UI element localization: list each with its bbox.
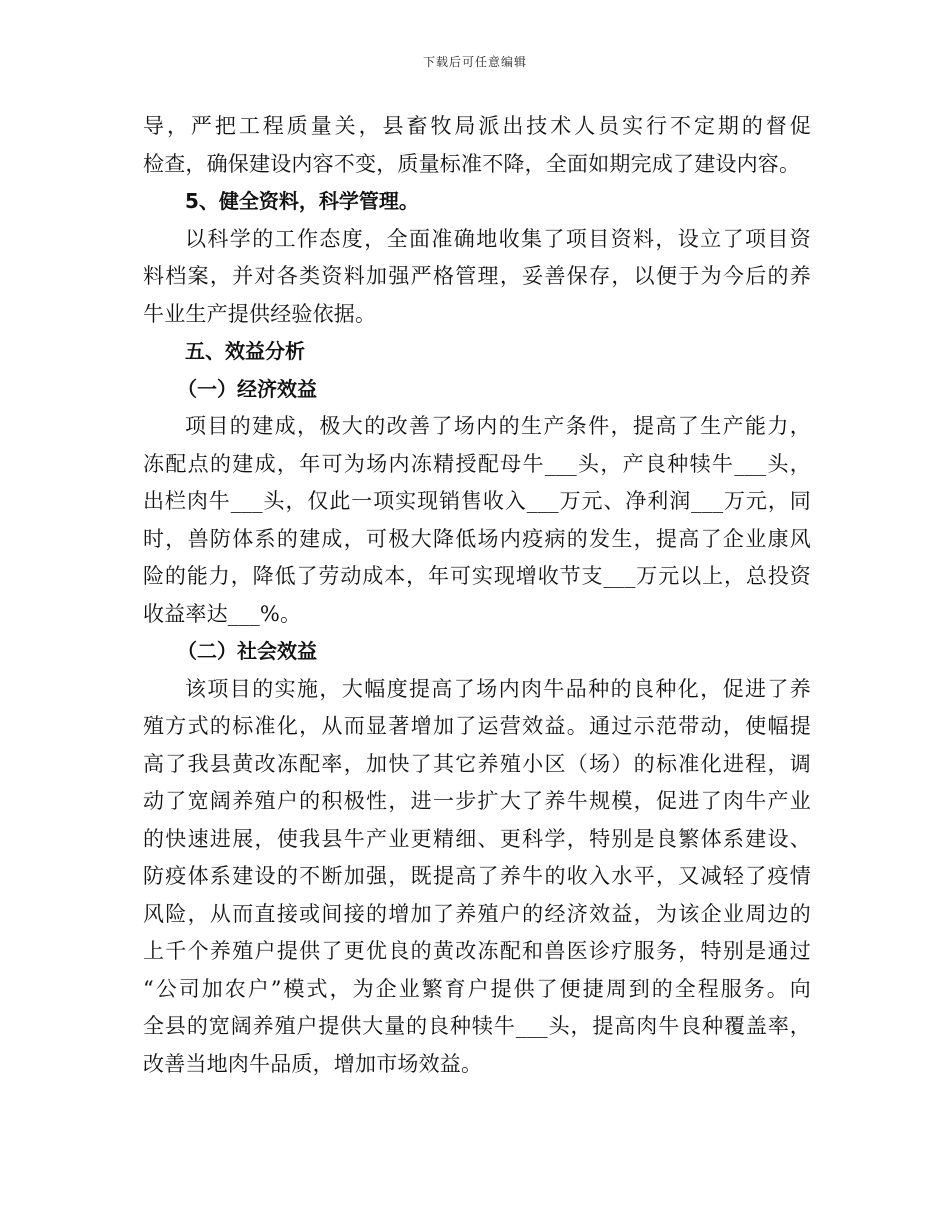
paragraph-line: 收益率达___%。 xyxy=(143,601,302,626)
page-header: 下载后可任意编辑 xyxy=(422,55,527,69)
paragraph-line: 出栏肉牛___头，仅此一项实现销售收入___万元、净利润___万元，同 xyxy=(143,489,811,513)
paragraph-line: 动了宽阔养殖户的积极性，进一步扩大了养牛规模，促进了肉牛产业 xyxy=(143,789,811,813)
paragraph-line: 检查，确保建设内容不变，质量标准不降，全面如期完成了建设内容。 xyxy=(143,151,801,176)
paragraph-line: 险的能力，降低了劳动成本，年可实现增收节支___万元以上，总投资 xyxy=(143,564,811,588)
section-heading: 5、健全资料，科学管理。 xyxy=(185,189,419,213)
paragraph-line: 项目的建成，极大的改善了场内的生产条件，提高了生产能力， xyxy=(185,414,811,438)
paragraph-line: 的快速进展，使我县牛产业更精细、更科学，特别是良繁体系建设、 xyxy=(143,826,811,851)
paragraph-line: 导，严把工程质量关，县畜牧局派出技术人员实行不定期的督促 xyxy=(143,114,811,138)
paragraph-line: “公司加农户”模式，为企业繁育户提供了便捷周到的全程服务。向 xyxy=(143,976,811,1001)
paragraph-line: 料档案，并对各类资料加强严格管理，妥善保存，以便于为今后的养 xyxy=(143,264,811,288)
paragraph-line: 防疫体系建设的不断加强，既提高了养牛的收入水平，又减轻了疫情 xyxy=(143,864,811,888)
paragraph-line: 以科学的工作态度，全面准确地收集了项目资料，设立了项目资 xyxy=(185,226,811,251)
paragraph-line: 改善当地肉牛品质，增加市场效益。 xyxy=(143,1051,483,1076)
paragraph-line: 冻配点的建成，年可为场内冻精授配母牛___头，产良种犊牛___头， xyxy=(143,451,811,476)
paragraph-line: 该项目的实施，大幅度提高了场内肉牛品种的良种化，促进了养 xyxy=(185,676,811,701)
section-heading: 五、效益分析 xyxy=(185,339,305,363)
subsection-heading: （一）经济效益 xyxy=(177,376,317,401)
paragraph-line: 风险，从而直接或间接的增加了养殖户的经济效益，为该企业周边的 xyxy=(143,901,811,926)
paragraph-line: 高了我县黄改冻配率，加快了其它养殖小区（场）的标准化进程，调 xyxy=(143,751,811,776)
paragraph-line: 全县的宽阔养殖户提供大量的良种犊牛___头，提高肉牛良种覆盖率， xyxy=(143,1014,811,1038)
paragraph-line: 牛业生产提供经验依据。 xyxy=(143,301,377,326)
subsection-heading: （二）社会效益 xyxy=(177,639,317,663)
document-body xyxy=(143,108,811,1083)
paragraph-line: 时，兽防体系的建成，可极大降低场内疫病的发生，提高了企业康风 xyxy=(143,526,811,551)
paragraph-line: 殖方式的标准化，从而显著增加了运营效益。通过示范带动，使幅提 xyxy=(143,714,811,738)
paragraph-line: 上千个养殖户提供了更优良的黄改冻配和兽医诊疗服务，特别是通过 xyxy=(143,939,811,963)
